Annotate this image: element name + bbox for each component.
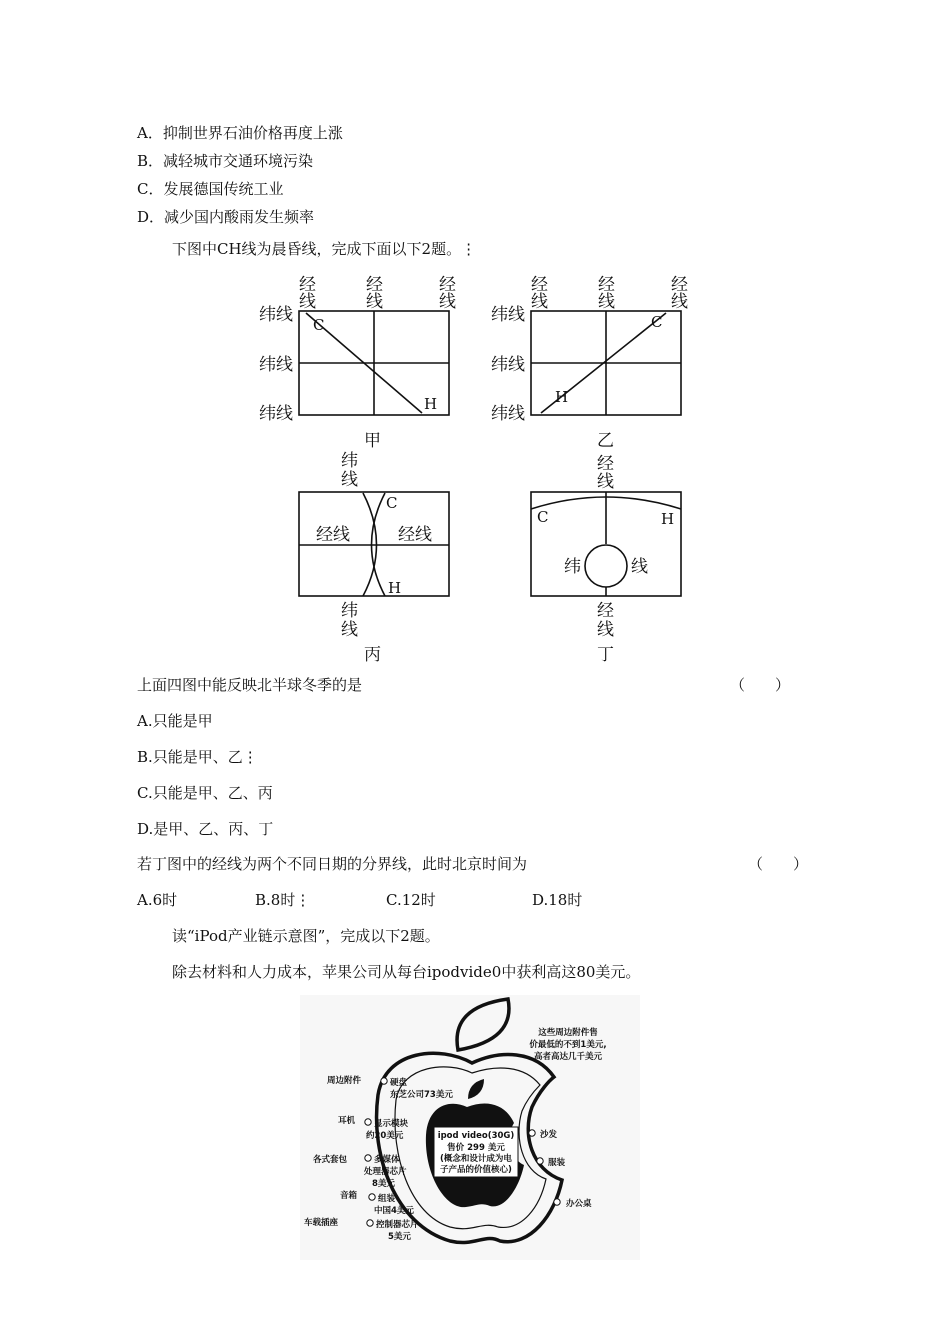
jia-meridian-label-1-top: 经 <box>299 275 316 295</box>
q2-option-b: B.只能是甲、乙⋮ <box>137 748 258 766</box>
right-label-desk: 办公桌 <box>566 1199 592 1209</box>
jia-meridian-label-3-bottom: 线 <box>439 292 456 312</box>
caption-yi: 乙 <box>597 431 614 451</box>
q1-option-d: D．减少国内酸雨发生频率 <box>137 208 315 226</box>
left-label-speakers: 音箱 <box>340 1191 358 1201</box>
yi-point-c: C <box>651 313 663 331</box>
component-controller-cost: 5美元 <box>388 1232 411 1242</box>
q3-answer-paren: （ ） <box>748 855 809 873</box>
center-product-name: ipod video(30G) <box>437 1131 515 1141</box>
q2-answer-paren: （ ） <box>730 676 791 694</box>
jia-point-c: C <box>313 316 325 334</box>
q3-option-a: A.6时 <box>137 891 178 909</box>
ipod-chain-figure <box>300 995 640 1260</box>
q1-option-b: B．减轻城市交通环境污染 <box>137 152 314 170</box>
q1-option-c: C．发展德国传统工业 <box>137 180 284 198</box>
component-media-chip: 处理器芯片 <box>364 1167 407 1177</box>
right-label-clothing: 服装 <box>548 1158 566 1168</box>
bing-meridian-left: 经线 <box>316 525 350 545</box>
yi-below-meridian-bottom: 线 <box>597 472 614 492</box>
ipod-profit-note: 除去材料和人力成本，苹果公司从每台ipodvide0中获利高这80美元。 <box>172 963 641 981</box>
q3-stem: 若丁图中的经线为两个不同日期的分界线，此时北京时间为 <box>137 855 528 873</box>
component-assembly: 组装 <box>378 1194 396 1204</box>
bing-parallel-bottom-1: 纬 <box>341 601 358 621</box>
yi-parallel-label-3: 纬线 <box>491 404 525 424</box>
accessory-note-3: 高者高达几千美元 <box>533 1052 603 1062</box>
bing-parallel-bottom-2: 线 <box>341 620 358 640</box>
yi-meridian-label-3-bottom: 线 <box>671 292 688 312</box>
jia-parallel-label-1: 纬线 <box>259 305 293 325</box>
yi-point-h: H <box>555 388 569 406</box>
left-label-cases: 各式套包 <box>313 1155 348 1165</box>
jia-meridian-label-3-top: 经 <box>439 275 456 295</box>
bing-parallel-top-2: 线 <box>341 470 358 490</box>
bing-meridian-right: 经线 <box>398 525 432 545</box>
caption-ding: 丁 <box>597 645 614 665</box>
q2-option-a: A.只能是甲 <box>137 712 213 730</box>
accessory-note-2: 价最低的不到1美元, <box>529 1040 607 1050</box>
caption-jia: 甲 <box>364 431 381 451</box>
jia-meridian-label-2-bottom: 线 <box>366 292 383 312</box>
ding-meridian-bottom-1: 经 <box>597 601 614 621</box>
jia-point-h: H <box>424 395 438 413</box>
component-display-cost: 约20美元 <box>366 1131 404 1141</box>
bing-point-h: H <box>388 579 402 597</box>
yi-below-meridian-top: 经 <box>597 454 614 474</box>
component-assembly-cost: 中国4美元 <box>374 1206 414 1216</box>
terminator-diagrams <box>0 0 950 670</box>
center-note-2: 子产品的价值核心) <box>440 1165 512 1175</box>
bing-point-c: C <box>386 494 398 512</box>
ding-parallel-left: 纬 <box>564 557 581 577</box>
jia-meridian-label-2-top: 经 <box>366 275 383 295</box>
q3-option-c: C.12时 <box>386 891 436 909</box>
component-hdd: 硬盘 <box>390 1078 408 1088</box>
bing-parallel-top-1: 纬 <box>341 451 358 471</box>
q2-stem: 上面四图中能反映北半球冬季的是 <box>137 676 363 694</box>
left-label-earphones: 耳机 <box>338 1116 356 1126</box>
jia-meridian-label-1-bottom: 线 <box>299 292 316 312</box>
q1-option-a: A．抑制世界石油价格再度上涨 <box>137 124 343 142</box>
caption-bing: 丙 <box>364 645 381 665</box>
center-note-1: (概念和设计成为电 <box>440 1154 512 1164</box>
jia-parallel-label-3: 纬线 <box>259 404 293 424</box>
left-label-accessories: 周边附件 <box>327 1076 362 1086</box>
center-price: 售价 299 美元 <box>447 1143 505 1153</box>
component-media-cost: 8美元 <box>372 1179 395 1189</box>
ding-meridian-bottom-2: 线 <box>597 620 614 640</box>
ding-point-c: C <box>537 508 549 526</box>
component-hdd-cost: 东芝公司73美元 <box>390 1090 453 1100</box>
yi-meridian-label-1-top: 经 <box>531 275 548 295</box>
jia-parallel-label-2: 纬线 <box>259 355 293 375</box>
yi-meridian-label-2-top: 经 <box>598 275 615 295</box>
right-label-sofa: 沙发 <box>540 1130 558 1140</box>
intro-terminator: 下图中CH线为晨昏线，完成下面以下2题。⋮ <box>172 240 477 258</box>
yi-meridian-label-1-bottom: 线 <box>531 292 548 312</box>
q2-option-c: C.只能是甲、乙、丙 <box>137 784 273 802</box>
component-media: 多媒体 <box>374 1155 400 1165</box>
intro-ipod: 读“iPod产业链示意图”，完成以下2题。 <box>172 927 440 945</box>
ding-point-h: H <box>661 510 675 528</box>
component-display: 显示模块 <box>374 1119 409 1129</box>
yi-parallel-label-2: 纬线 <box>491 355 525 375</box>
accessory-note-1: 这些周边附件售 <box>538 1028 598 1038</box>
left-label-car-socket: 车载插座 <box>304 1218 339 1228</box>
yi-meridian-label-3-top: 经 <box>671 275 688 295</box>
yi-parallel-label-1: 纬线 <box>491 305 525 325</box>
q3-option-d: D.18时 <box>532 891 583 909</box>
component-controller: 控制器芯片 <box>376 1220 419 1230</box>
q3-option-b: B.8时⋮ <box>255 891 311 909</box>
q2-option-d: D.是甲、乙、丙、丁 <box>137 820 274 838</box>
yi-meridian-label-2-bottom: 线 <box>598 292 615 312</box>
ding-parallel-right: 线 <box>631 557 648 577</box>
